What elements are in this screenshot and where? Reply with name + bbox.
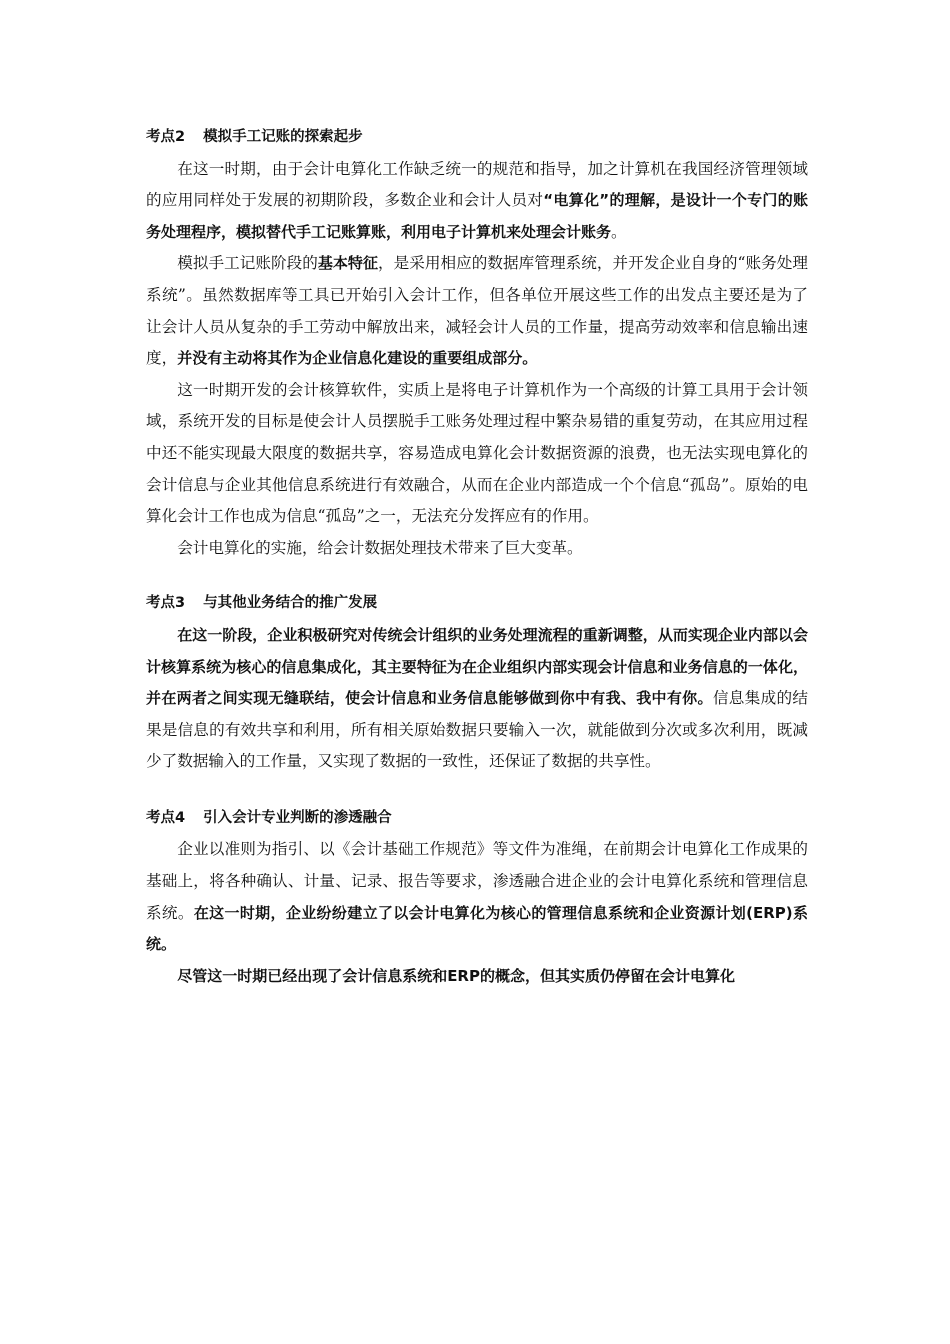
bold-text-run: 基本特征	[317, 254, 379, 273]
section-title: 引入会计专业判断的渗透融合	[203, 809, 392, 826]
paragraph	[146, 961, 808, 993]
bold-text-run: 在这一阶段，企业积极研究对传统会计组织的业务处理流程的重新调整，从而实现企业内部以会计核算系统为核心的信息集成化，其主要特征为在企业组织内部实现会计信息和业务信息的一体化，并在两者之间实现无缝联结，使会计信息和业务信息能够做到你中有我、我中有你。	[146, 625, 808, 708]
section-title: 模拟手工记账的探索起步	[203, 129, 363, 145]
paragraph	[146, 248, 808, 374]
text-run: ，是采用相应的数据库管理系统，并开发企业自身的“账务处理系统”。虽然数据库等工具已开始引入会计工作，但各单位开展这些工作的出发点主要还是为了让会计人员从复杂的手工劳动中解放出来，减轻会计人员的工作量，提高劳动效率和信息输出速度，	[146, 254, 808, 368]
section-number: 考点2	[146, 129, 186, 145]
section-heading	[146, 122, 808, 154]
paragraph	[146, 154, 808, 249]
section-kaodian-3	[146, 588, 808, 778]
section-heading	[146, 588, 808, 620]
text-run: 。	[611, 222, 627, 241]
section-title: 与其他业务结合的推广发展	[203, 595, 378, 612]
paragraph	[146, 533, 808, 565]
text-run: 信息集成的结果是信息的有效共享和利用，所有相关原始数据只要输入一次，就能做到分次或多次利用，既减少了数据输入的工作量，又实现了数据的一致性，还保证了数据的共享性。	[146, 689, 808, 771]
paragraph	[146, 620, 808, 778]
text-run: 会计电算化的实施，给会计数据处理技术带来了巨大变革。	[177, 538, 583, 557]
text-run: 模拟手工记账阶段的	[177, 254, 318, 273]
section-kaodian-2	[146, 122, 808, 564]
document-content	[146, 122, 808, 992]
bold-text-run: 在这一时期，企业纷纷建立了以会计电算化为核心的管理信息系统和企业资源计划(ERP)系统。	[146, 903, 808, 954]
bold-text-run: “电算化”的理解，是设计一个专门的账务处理程序，模拟替代手工记账算账，利用电子计算机来处理会计账务	[146, 191, 808, 241]
section-number: 考点3	[146, 595, 186, 612]
bold-text-run: 尽管这一时期已经出现了会计信息系统和ERP的概念，但其实质仍停留在会计电算化	[177, 966, 735, 985]
text-run: 企业以准则为指引、以《会计基础工作规范》等文件为准绳，在前期会计电算化工作成果的基础上，将各种确认、计量、记录、报告等要求，渗透融合进企业的会计电算化系统和管理信息系统。	[146, 840, 808, 922]
text-run: 在这一时期，由于会计电算化工作缺乏统一的规范和指导，加之计算机在我国经济管理领域的应用同样处于发展的初期阶段，多数企业和会计人员对	[146, 159, 808, 210]
paragraph	[146, 375, 808, 533]
bold-text-run: 并没有主动将其作为企业信息化建设的重要组成部分。	[177, 349, 538, 368]
section-number: 考点4	[146, 809, 186, 826]
text-run: 这一时期开发的会计核算软件，实质上是将电子计算机作为一个高级的计算工具用于会计领域，系统开发的目标是使会计人员摆脱手工账务处理过程中繁杂易错的重复劳动，在其应用过程中还不能实现最大限度的数据共享，容易造成电算化会计数据资源的浪费，也无法实现电算化的会计信息与企业其他信息系统进行有效融合，从而在企业内部造成一个个信息“孤岛”。原始的电算化会计工作也成为信息“孤岛”之一，无法充分发挥应有的作用。	[146, 380, 808, 526]
section-kaodian-4	[146, 803, 808, 993]
paragraph	[146, 834, 808, 960]
section-heading	[146, 803, 808, 835]
